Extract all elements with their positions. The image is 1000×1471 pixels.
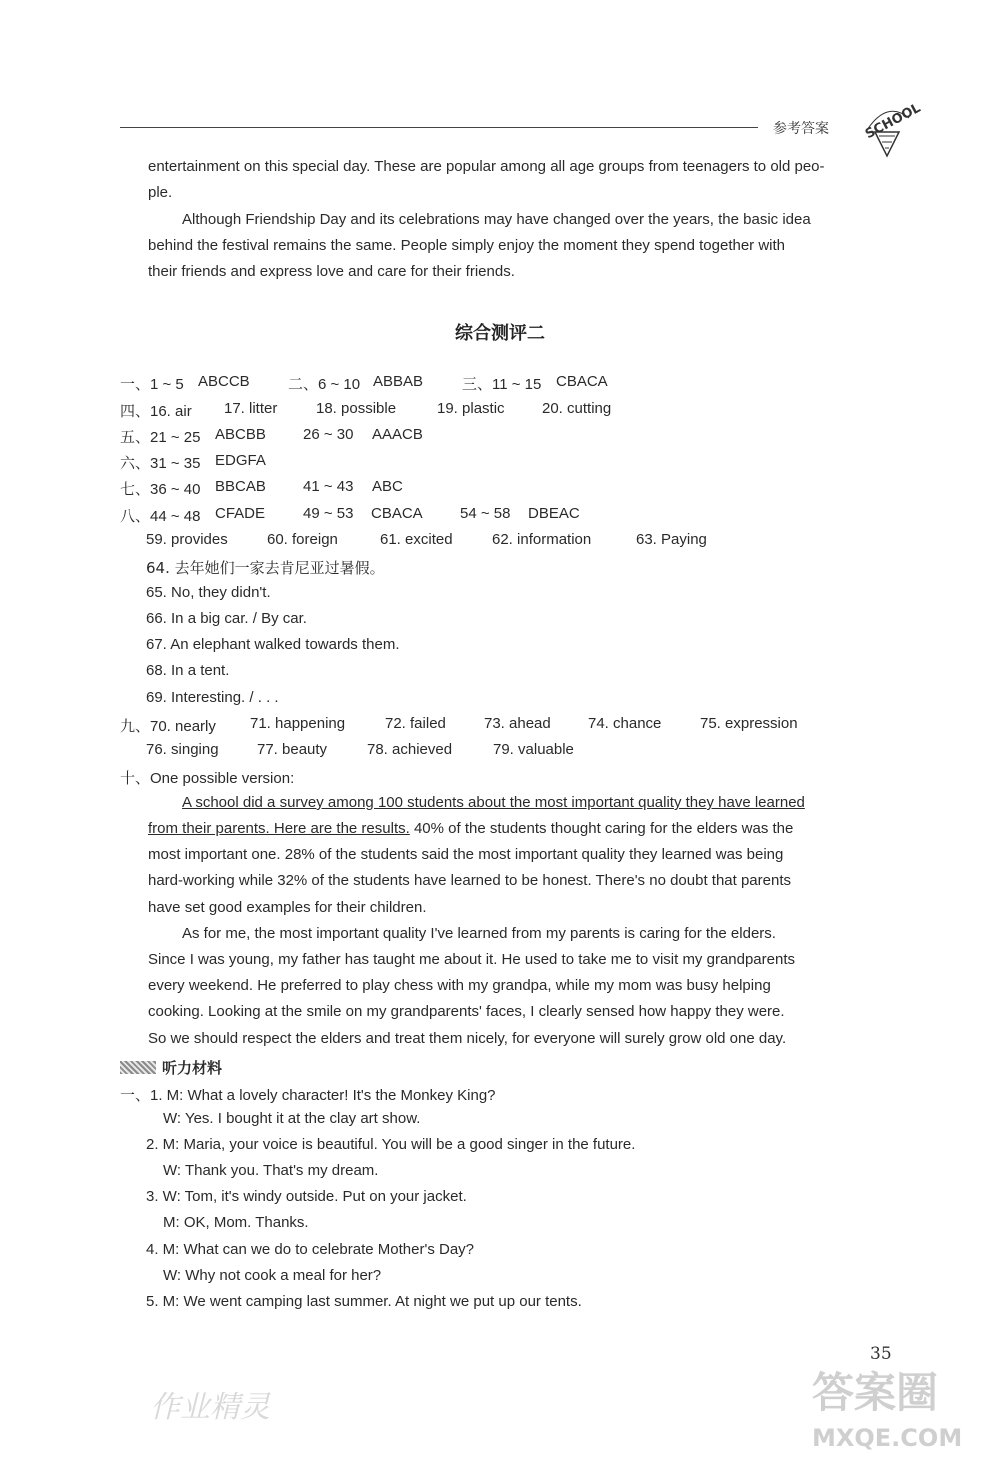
answer-key: ABCBB xyxy=(215,426,266,443)
answer-item: 19. plastic xyxy=(437,400,505,417)
header-label: 参考答案 xyxy=(773,121,829,137)
answer-key: ABC xyxy=(372,478,403,495)
essay-underlined: from their parents. Here are the results. xyxy=(148,820,410,837)
watermark-bottom-right: 答案圈 xyxy=(812,1368,939,1417)
answer-key: AAACB xyxy=(372,426,423,443)
listening-heading xyxy=(120,1057,222,1078)
essay-line: Since I was young, my father has taught me about it. He used to take me to visit my grandparents xyxy=(148,951,795,968)
listening-line: 3. W: Tom, it's windy outside. Put on your jacket. xyxy=(146,1188,467,1205)
answer-key: BBCAB xyxy=(215,478,266,495)
answer-num: 41 ~ 43 xyxy=(303,478,354,495)
essay-line: A school did a survey among 100 students about the most important quality they have learned xyxy=(182,794,805,811)
answer-num: 二、6 ~ 10 xyxy=(288,376,361,393)
listening-heading-text: 听力材料 xyxy=(162,1059,223,1077)
watermark-url: MXQE.COM xyxy=(812,1424,963,1452)
answer-num: 54 ~ 58 xyxy=(460,505,511,522)
essay-line: cooking. Looking at the smile on my grandparents' faces, I clearly sensed how happy they were. xyxy=(148,1003,785,1020)
answer-key: ABBAB xyxy=(373,373,424,390)
listening-line: W: Why not cook a meal for her? xyxy=(163,1267,382,1284)
intro-line: behind the festival remains the same. People simply enjoy the moment they spend together with xyxy=(148,237,786,254)
answer-num: 三、11 ~ 15 xyxy=(462,376,542,393)
intro-line: ple. xyxy=(148,184,173,201)
answer-item: 67. An elephant walked towards them. xyxy=(146,636,400,653)
answer-num: 七、36 ~ 40 xyxy=(120,481,201,498)
answer-item: 60. foreign xyxy=(267,531,338,548)
essay-line xyxy=(148,820,793,837)
answer-item: 65. No, they didn't. xyxy=(146,584,271,601)
school-logo xyxy=(857,98,924,160)
answer-item: 74. chance xyxy=(588,715,662,732)
answer-key: DBEAC xyxy=(528,505,580,522)
answer-item: 71. happening xyxy=(250,715,346,732)
essay-line: hard-working while 32% of the students have learned to be honest. There's no doubt that parents xyxy=(148,872,792,889)
header-rule xyxy=(120,127,758,128)
answer-key: CBACA xyxy=(556,373,608,390)
answer-item: 76. singing xyxy=(146,741,219,758)
intro-line: their friends and express love and care for their friends. xyxy=(148,263,515,280)
answer-item: 75. expression xyxy=(700,715,798,732)
answer-item: 59. provides xyxy=(146,531,228,548)
answer-item: 79. valuable xyxy=(493,741,574,758)
listening-line: 4. M: What can we do to celebrate Mother's Day? xyxy=(146,1241,475,1258)
essay-line: every weekend. He preferred to play chess with my grandpa, while my mom was busy helping xyxy=(148,977,771,994)
answer-item: 61. excited xyxy=(380,531,453,548)
essay-line: So we should respect the elders and treat them nicely, for everyone will surely grow old one day. xyxy=(148,1030,787,1047)
watermark-bottom-left: 作业精灵 xyxy=(150,1390,270,1425)
answer-item: 63. Paying xyxy=(636,531,707,548)
intro-line: Although Friendship Day and its celebrations may have changed over the years, the basic idea xyxy=(182,211,811,228)
answer-item: 九、70. nearly xyxy=(120,718,216,735)
listening-line: M: OK, Mom. Thanks. xyxy=(163,1214,309,1231)
answer-item: 17. litter xyxy=(224,400,278,417)
answer-item: 20. cutting xyxy=(542,400,612,417)
listening-line: W: Thank you. That's my dream. xyxy=(163,1162,379,1179)
page-number: 35 xyxy=(870,1344,892,1364)
answer-num: 49 ~ 53 xyxy=(303,505,354,522)
answer-num: 八、44 ~ 48 xyxy=(120,508,201,525)
listening-line: 一、1. M: What a lovely character! It's the Monkey King? xyxy=(120,1087,496,1104)
answer-item: 78. achieved xyxy=(367,741,453,758)
listening-line: 2. M: Maria, your voice is beautiful. You will be a good singer in the future. xyxy=(146,1136,636,1153)
answer-item: 72. failed xyxy=(385,715,446,732)
answer-item: 66. In a big car. / By car. xyxy=(146,610,307,627)
hatch-icon xyxy=(120,1061,156,1074)
answer-num: 26 ~ 30 xyxy=(303,426,354,443)
answer-item: 四、16. air xyxy=(120,403,192,420)
answer-item: 62. information xyxy=(492,531,592,548)
answer-num: 六、31 ~ 35 xyxy=(120,455,201,472)
answer-key: CBACA xyxy=(371,505,423,522)
essay-line: As for me, the most important quality I've learned from my parents is caring for the elders. xyxy=(182,925,776,942)
answer-item: 18. possible xyxy=(316,400,397,417)
answer-key: ABCCB xyxy=(198,373,250,390)
answer-item: 68. In a tent. xyxy=(146,662,230,679)
section-title: 综合测评二 xyxy=(455,323,545,344)
answer-key: EDGFA xyxy=(215,452,266,469)
essay-text: 40% of the students thought caring for the elders was the xyxy=(409,820,794,837)
answer-num: 五、21 ~ 25 xyxy=(120,429,201,446)
answer-translation: 64. 去年她们一家去肯尼亚过暑假。 xyxy=(146,559,385,577)
answer-num: 一、1 ~ 5 xyxy=(120,376,184,393)
svg-text:SCHOOL: SCHOOL xyxy=(862,100,924,143)
answer-item: 77. beauty xyxy=(257,741,328,758)
intro-line: entertainment on this special day. These are popular among all age groups from teenagers to old peo- xyxy=(148,158,825,175)
answer-item: 73. ahead xyxy=(484,715,551,732)
listening-line: W: Yes. I bought it at the clay art show. xyxy=(163,1110,421,1127)
listening-line: 5. M: We went camping last summer. At night we put up our tents. xyxy=(146,1293,582,1310)
essay-intro: 十、One possible version: xyxy=(120,770,295,787)
answer-item: 69. Interesting. / . . . xyxy=(146,689,279,706)
essay-line: have set good examples for their children. xyxy=(148,899,427,916)
answer-key: CFADE xyxy=(215,505,266,522)
essay-line: most important one. 28% of the students said the most important quality they learned was being xyxy=(148,846,784,863)
